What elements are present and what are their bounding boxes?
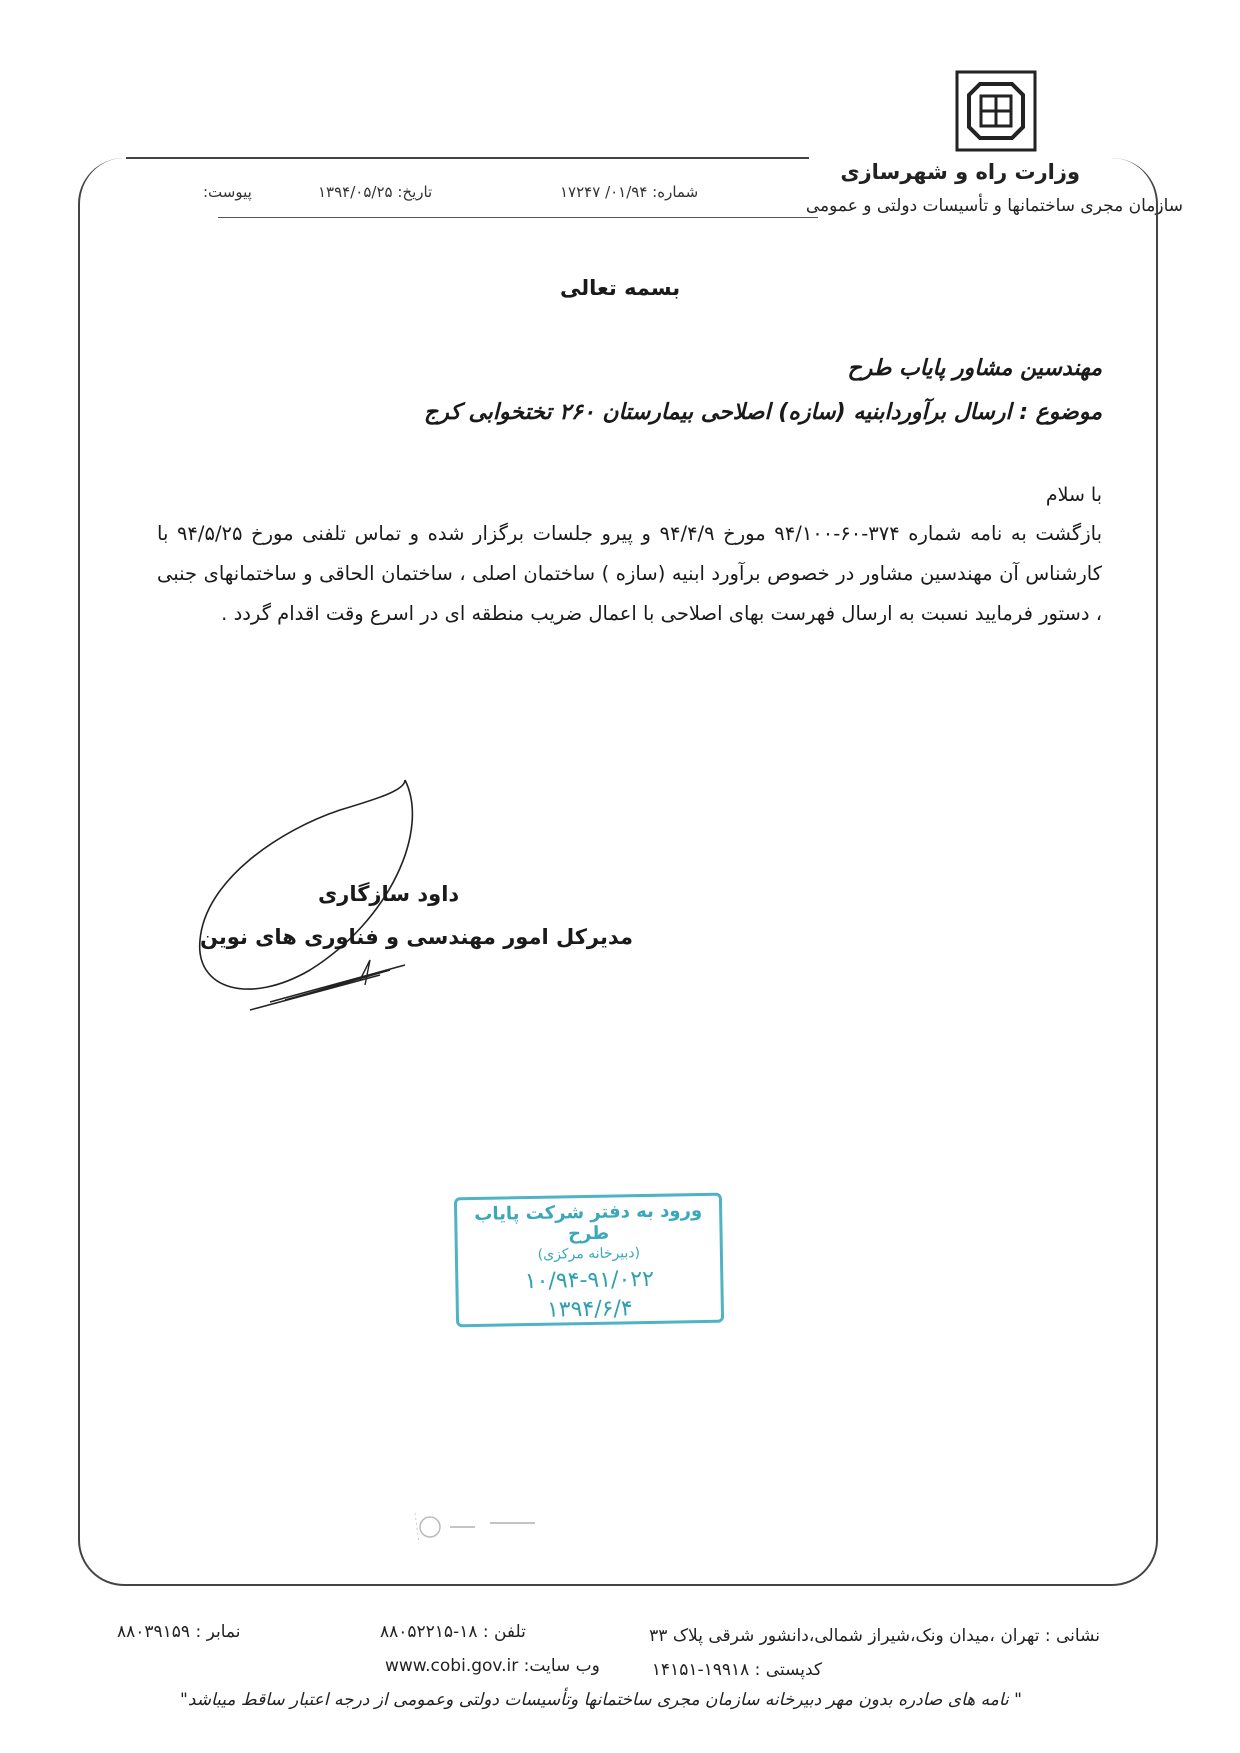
faint-stamp-mark (395, 1495, 555, 1555)
stamp-line-4: ۱۳۹۴/۶/۴ (546, 1296, 633, 1323)
receipt-stamp (454, 1193, 724, 1328)
footer-notice: " نامه های صادره بدون مهر دبیرخانه سازمان مجری ساختمانها وتأسیسات دولتی وعمومی از درجه اعتبار ساقط میباشد" (180, 1690, 1022, 1710)
recipient: مهندسین مشاور پایاب طرح (847, 356, 1102, 381)
stamp-line-1: ورود به دفتر شرکت پایاب طرح (474, 1200, 703, 1245)
stamp-line-3: ۱۰/۹۴-۹۱/۰۲۲ (524, 1266, 655, 1295)
ministry-name: وزارت راه و شهرسازی (840, 160, 1080, 184)
signatory-title: مدیرکل امور مهندسی و فناوری های نوین (200, 925, 634, 949)
organization-name: سازمان مجری ساختمانها و تأسیسات دولتی و عمومی (805, 196, 1183, 216)
footer-phone: تلفن : ۱۸-۸۸۰۵۲۲۱۵ (380, 1622, 526, 1642)
header-divider (218, 217, 818, 218)
letter-body: بازگشت به نامه شماره ۳۷۴-۶۰-۹۴/۱۰۰ مورخ ۹۴/۴/۹ و پیرو جلسات برگزار شده و تماس تلفنی مورخ ۹۴/۵/۲۵ با کارشناس آن مهندسین مشاور در خصوص برآورد ابنیه (سازه ) ساختمان اصلی ، ساختمان الحاقی و ساختمانهای جنبی ، دستور فرمایید نسبت به ارسال فهرست بهای اصلاحی با اعمال ضریب منطقه ای در اسرع وقت اقدام گردد . (157, 522, 1103, 625)
attachment-label: پیوست: (203, 183, 252, 201)
signatory-name: داود سازگاری (318, 882, 460, 906)
footer-fax: نمابر : ۸۸۰۳۹۱۵۹ (117, 1622, 241, 1642)
greeting: با سلام (1045, 484, 1102, 506)
footer-address: نشانی : تهران ،میدان ونک،شیراز شمالی،دانشور شرقی پلاک ۳۳ (649, 1626, 1100, 1646)
footer-website: وب سایت: www.cobi.gov.ir (385, 1656, 600, 1676)
footer-postal-code: کدپستی : ۱۹۹۱۸-۱۴۱۵۱ (651, 1660, 822, 1680)
letter-date: تاریخ: ۱۳۹۴/۰۵/۲۵ (318, 183, 433, 201)
letter-number: شماره: ۰۱/۹۴/ ۱۷۲۴۷ (560, 183, 699, 201)
frame-top-divider (126, 157, 809, 159)
subject-line: موضوع : ارسال برآوردابنیه (سازه) اصلاحی بیمارستان ۲۶۰ تختخوابی کرج (424, 400, 1102, 425)
bismillah-heading: بسمه تعالی (560, 276, 681, 300)
ministry-logo (955, 70, 1037, 152)
stamp-line-2: (دبیرخانه مرکزی) (537, 1245, 641, 1263)
